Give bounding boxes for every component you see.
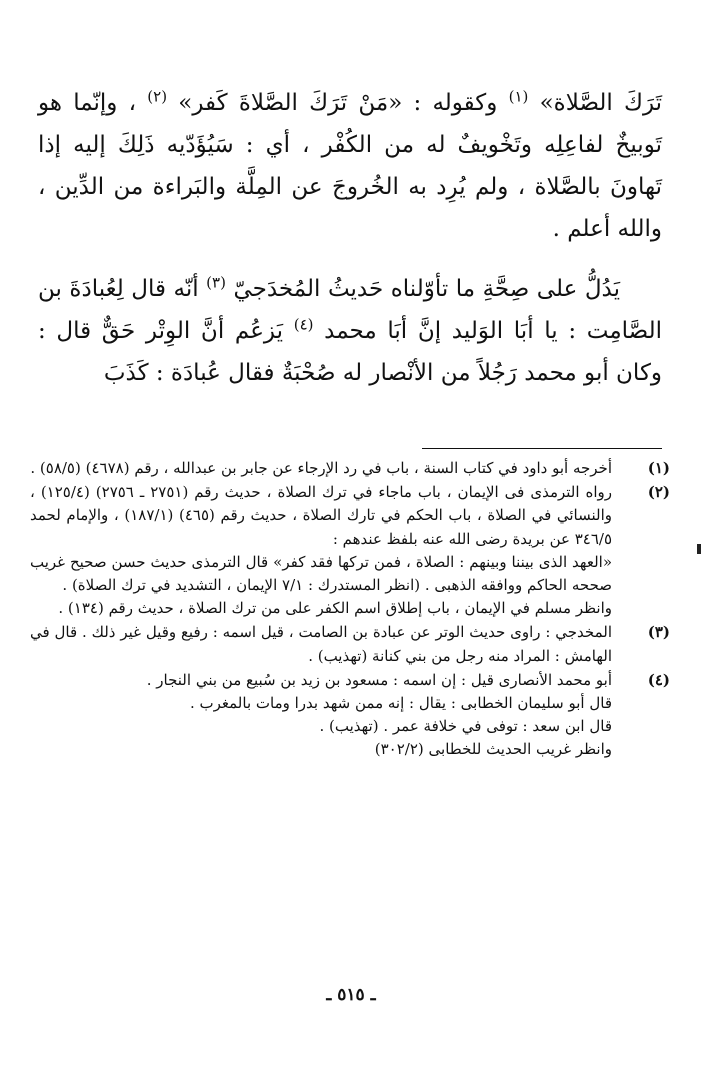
paragraph-2-text-a: يَدُلُّ على صِحَّةِ ما تأوّلناه حَديثُ المُخدَجيّ (233, 276, 621, 302)
footnote-body (30, 481, 612, 620)
footnote-line: وانظر غريب الحديث للخطابى (٣٠٢/٢) (374, 740, 612, 759)
footnote-line: «العهد الذى بيننا وبينهم : الصلاة ، فمن تركها فقد كفر» قال الترمذى حديث حسن صحيح غريب صححه الحاكم ووافقه الذهبى . (انظر المستدرك : ٧/١ الإيمان ، التشديد في ترك الصلاة) . (30, 552, 612, 595)
footnote-line: قال ابن سعد : توفى في خلافة عمر . (تهذيب) . (319, 717, 612, 736)
page-number: ـ ٥١٥ ـ (326, 985, 376, 1005)
footnote-number: (٤) (647, 670, 670, 689)
footnote-line: المخدجي : راوى حديث الوتر عن عبادة بن الصامت ، قيل اسمه : رفيع وقيل غير ذلك . قال في الهامش : المراد منه رجل من بني كنانة (تهذيب) . (30, 623, 612, 665)
footnote-4 (30, 669, 670, 762)
footnote-separator (422, 448, 662, 449)
paragraph-1-text-c: ، وإنّما هو تَوبيخٌ لفاعِلِه وتَخْويفٌ له من الكُفْر ، أي : سَيُؤَدّيه ذَلِكَ إليه إذا تَهاونَ بالصَّلاة ، ولم يُرِد به الخُروجَ عن المِلَّة والبَراءة من الدِّين ، والله أعلم . (38, 90, 662, 242)
footnote-line: وانظر مسلم في الإيمان ، باب إطلاق اسم الكفر على من ترك الصلاة ، حديث رقم (١٣٤) . (58, 599, 612, 618)
footnote-number: (١) (647, 459, 670, 477)
footnote-number: (٣) (647, 623, 670, 642)
paragraph-1-text-a: تَرَكَ الصَّلاة» (539, 90, 663, 116)
footnote-ref-3: (٣) (206, 273, 226, 292)
footnote-line: أخرجه أبو داود في كتاب السنة ، باب في رد الإرجاء عن جابر بن عبدالله ، رقم (٤٦٧٨) (٥٨/٥) . (30, 459, 612, 477)
footnote-ref-1: (١) (508, 87, 529, 106)
footnote-1 (30, 457, 670, 480)
footnote-2 (30, 481, 670, 620)
paragraph-1 (38, 82, 662, 250)
footnote-ref-4: (٤) (293, 315, 314, 334)
scan-edge-mark (697, 544, 701, 554)
footnote-number: (٢) (647, 483, 670, 502)
paragraph-2-text-c: يَزعُم أنَّ الوِتْر حَقٌّ قال : وكان أبو محمد رَجُلاً من الأنْصار له صُحْبَةٌ فقال عُبادَة : كَذَبَ (38, 318, 662, 386)
paragraph-1-text-b: وكقوله : «مَنْ تَرَكَ الصَّلاةَ كَفر» (178, 90, 498, 116)
footnote-ref-2: (٢) (147, 87, 168, 106)
footnotes (30, 457, 670, 763)
paragraph-2 (38, 268, 662, 394)
paragraph-2-text-b: أنّه قال لِعُبادَةَ بن الصَّامِت : يا أبَا الوَليد إنَّ أبَا محمد (38, 276, 663, 344)
footnote-line: قال أبو سليمان الخطابى : يقال : إنه ممن شهد بدرا ومات بالمغرب . (189, 694, 612, 713)
main-text (38, 82, 662, 394)
footnote-body (30, 621, 612, 667)
footnote-body (30, 669, 612, 762)
footnote-3 (30, 621, 670, 667)
footnote-body (30, 457, 612, 480)
footnote-line: رواه الترمذى فى الإيمان ، باب ماجاء في ترك الصلاة ، حديث رقم (٢٧٥١ ـ ٢٧٥٦) (١٢٥/٤) ، والنسائي في الصلاة ، باب الحكم في تارك الصلاة ، حديث رقم (٤٦٥) (١٨٧/١) ، والإمام لحمد ٣٤٦/٥ عن بريدة رضى الله عنه بلفظ عندهم : (30, 483, 613, 548)
footnote-line: أبو محمد الأنصارى قيل : إن اسمه : مسعود بن زيد بن سُبيع من بني النجار . (146, 670, 612, 689)
